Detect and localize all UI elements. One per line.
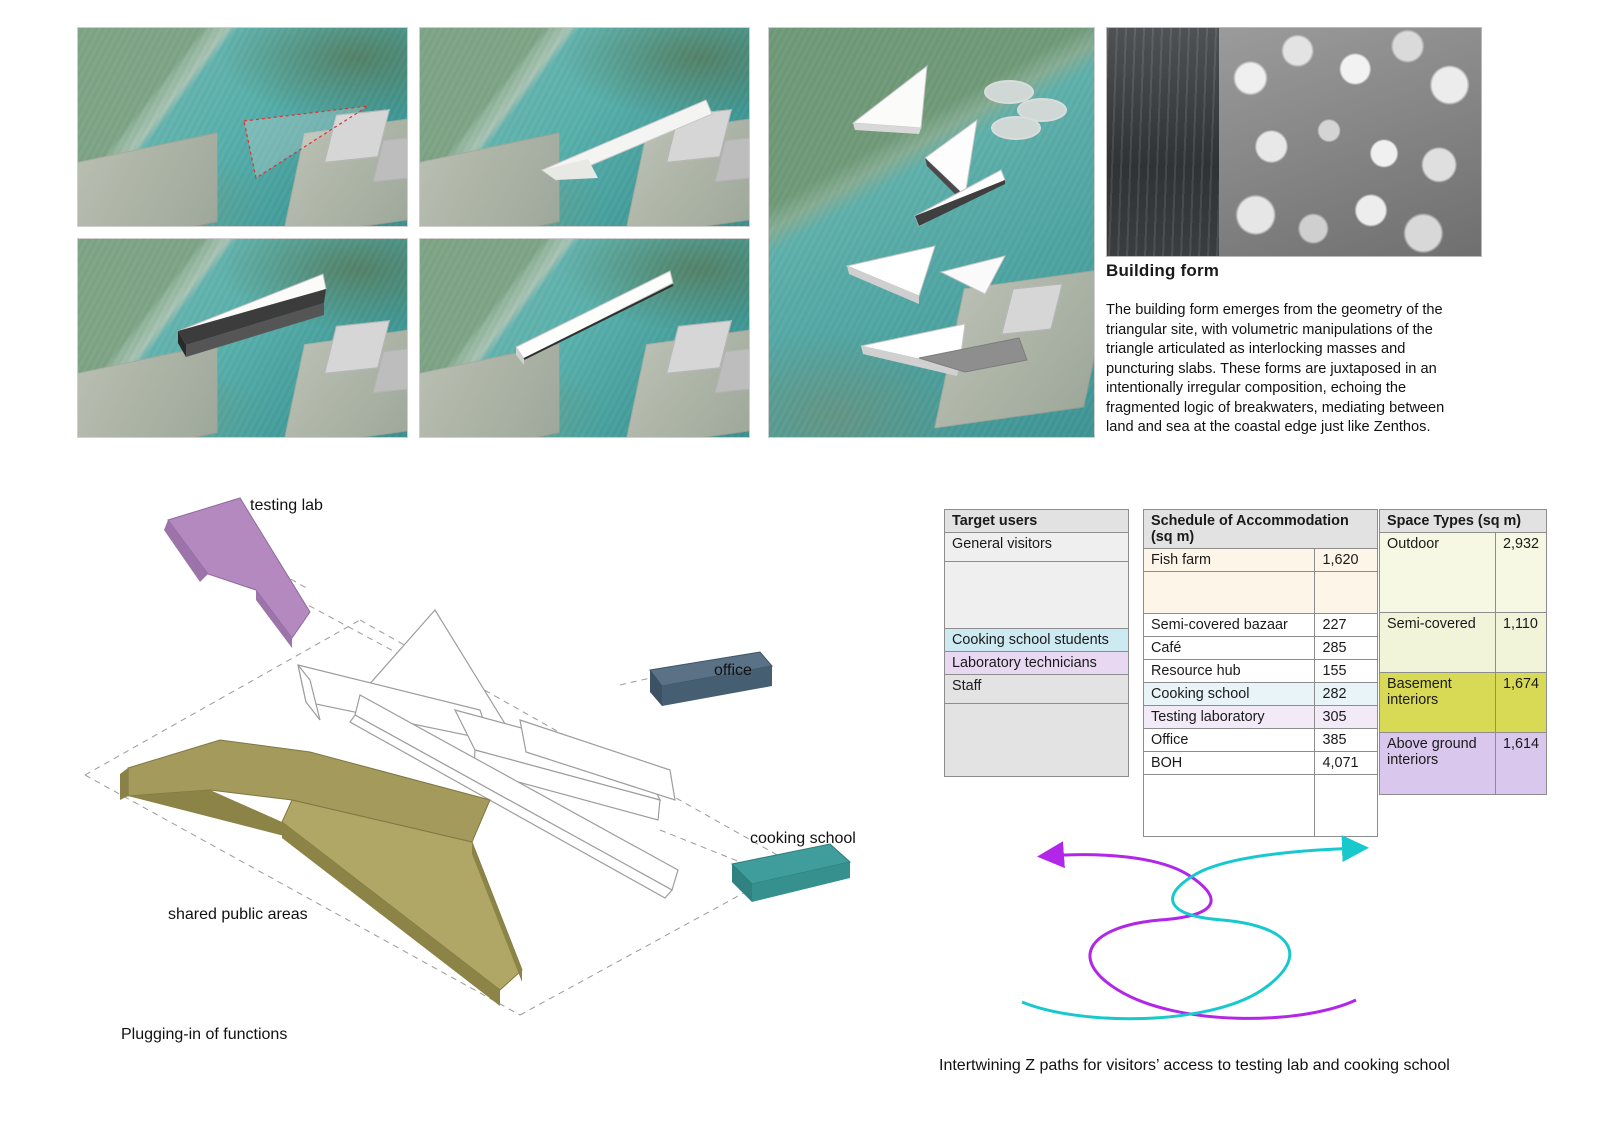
table-row-label: Fish farm (1144, 549, 1315, 572)
z-path-cyan (1022, 848, 1360, 1019)
exploded-axonometric-diagram (60, 470, 940, 1030)
testing-lab-volume (164, 498, 310, 648)
table-row-label (1144, 775, 1315, 837)
table-row-label: BOH (1144, 752, 1315, 775)
schedule-header: Schedule of Accommodation (sq m) (1144, 510, 1378, 549)
table-row-value (1315, 775, 1378, 837)
table-row-value: 385 (1315, 729, 1378, 752)
sea-surface (1107, 28, 1234, 256)
table-row-label (1144, 572, 1315, 614)
table-row-value: 4,071 (1315, 752, 1378, 775)
tetrapod-pile (1219, 28, 1481, 256)
exploded-volumes (769, 28, 1094, 437)
table-row-label: Office (1144, 729, 1315, 752)
label-cooking-school: cooking school (750, 830, 856, 847)
table-row-label: Resource hub (1144, 660, 1315, 683)
table-row-value: 282 (1315, 683, 1378, 706)
table-row-label: Above ground interiors (1380, 733, 1496, 795)
table-row-value: 227 (1315, 614, 1378, 637)
render-extruded-wedge (419, 27, 750, 227)
table-space-types (1379, 509, 1547, 795)
table-target-users (944, 509, 1129, 777)
z-paths-caption: Intertwining Z paths for visitors’ access to testing lab and cooking school (939, 1057, 1450, 1074)
table-row-value: 305 (1315, 706, 1378, 729)
tetrapod-breakwater-photo (1106, 27, 1482, 257)
building-form-heading: Building form (1106, 261, 1220, 280)
label-testing-lab: testing lab (250, 497, 323, 514)
table-row-value: 1,614 (1495, 733, 1546, 795)
table-row-value: 285 (1315, 637, 1378, 660)
render-sliced-slab (419, 238, 750, 438)
table-row-value: 1,110 (1495, 613, 1546, 673)
table-row: Laboratory technicians (945, 652, 1129, 675)
render-dark-extrusion (77, 238, 408, 438)
table-row-value: 2,932 (1495, 533, 1546, 613)
render-site-triangle-outline (77, 27, 408, 227)
table-schedule-of-accommodation (1143, 509, 1378, 837)
label-shared-public-areas: shared public areas (168, 906, 308, 923)
office-volume (650, 652, 772, 706)
axo-caption: Plugging-in of functions (121, 1026, 288, 1043)
table-row-label: Semi-covered (1380, 613, 1496, 673)
table-row-value: 155 (1315, 660, 1378, 683)
table-row-value: 1,674 (1495, 673, 1546, 733)
table-row-value (1315, 572, 1378, 614)
table-row-label: Testing laboratory (1144, 706, 1315, 729)
building-form-body: The building form emerges from the geometry of the triangular site, with volumetric manipulations of the triangle articulated as interlocking masses and puncturing slabs. These forms are juxtaposed in an intentionally irregular composition, echoing the fragmented logic of breakwaters, mediating between land and sea at the coastal edge just like Zenthos. (1106, 302, 1445, 436)
z-paths-diagram (1000, 830, 1420, 1030)
dark-extruded-volume (78, 239, 407, 437)
table-row (945, 704, 1129, 777)
space-types-header: Space Types (sq m) (1380, 510, 1547, 533)
z-path-magenta (1046, 855, 1356, 1019)
render-exploded-massing (768, 27, 1095, 438)
white-wedge-volume (420, 28, 749, 226)
table-row-label: Cooking school (1144, 683, 1315, 706)
table-row-label: Basement interiors (1380, 673, 1496, 733)
table-row: General visitors (945, 533, 1129, 562)
table-row-value: 1,620 (1315, 549, 1378, 572)
label-office: office (714, 662, 752, 679)
table-row-label: Café (1144, 637, 1315, 660)
table-row: Staff (945, 675, 1129, 704)
sliced-slab-volume (420, 239, 749, 437)
table-row-label: Outdoor (1380, 533, 1496, 613)
cooking-school-volume (732, 844, 850, 902)
table-row (945, 562, 1129, 629)
table-row-label: Semi-covered bazaar (1144, 614, 1315, 637)
table-row: Cooking school students (945, 629, 1129, 652)
triangle-outline-overlay (78, 28, 407, 226)
target-users-header: Target users (945, 510, 1129, 533)
